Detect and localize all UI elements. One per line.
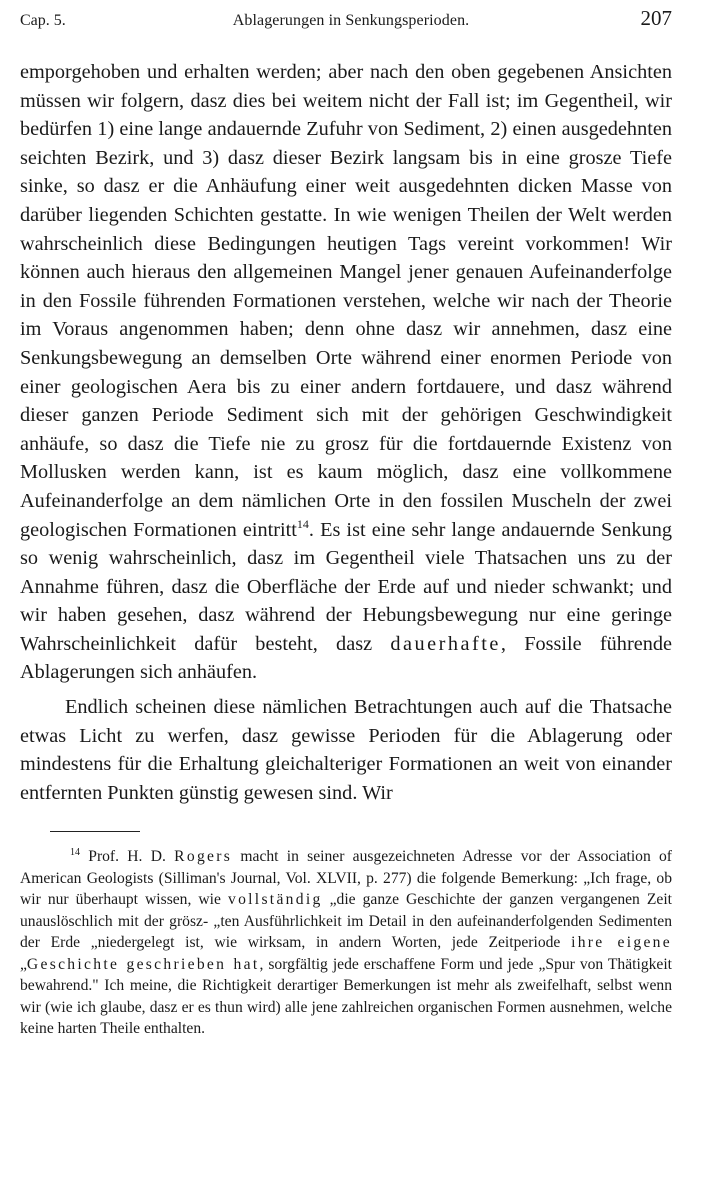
running-title: Ablagerungen in Senkungsperioden. [232,12,470,29]
emphasis-dauerhafte: dauerhafte [390,632,501,655]
paragraph-1-part-b: . Es ist eine sehr lange andauernde Senkung so wenig wahrscheinlich, dasz im Gegentheil viele Thatsachen uns zu der Annahme führen, dasz die Oberfläche der Erde auf und nieder schwankt; und wir haben gesehen, dasz während der Hebungsbewegung nur eine geringe Wahrscheinlichkeit dafür besteht, dasz [20,518,672,655]
footnote-emphasis-2: ihre eigene [571,934,672,952]
footnote-divider [50,831,140,832]
footnote-reference-14[interactable]: 14 [296,516,309,531]
paragraph-1-part-c: , Fossile führende Ablagerungen sich anhäufen. [20,632,672,684]
footnote-text-5: , sorgfältig jede erschaffene Form und jede „Spur von Thätigkeit bewahrend." Ich meine, die Richtigkeit derartiger Bemerkungen ist mehr als zweifelhaft, selbst wenn wir (wie ich glaube, dasz er es thun wird) alle jene zahlreichen organischen Formen ausnehmen, welche keine harten Theile enthalten. [20,955,672,1038]
page-number: 207 [640,6,672,30]
body-text [20,58,672,807]
footnote-text-1: Prof. H. D. [80,848,175,866]
footnote-text-2: macht in seiner ausgezeichneten Adresse vor der Association of American Geologists (Silliman's Journal, Vol. XLVII, p. 277) die folgende Bemerkung: „Ich frage, ob wir nur überhaupt wissen, wie [20,848,673,909]
footnote-text-3: „die ganze Geschichte der ganzen vergangenen Zeit unauslöschlich mit der grösz- „ten Ausführlichkeit im Detail in den aufeinanderfolgenden Sedimenten der Erde „niedergelegt ist, wie wirksam, in andern Worten, jede Zeitperiode [20,891,673,952]
chapter-label: Cap. 5. [20,12,66,29]
paragraph-1 [20,58,672,687]
running-header [20,6,672,36]
footnote-14 [20,846,672,1040]
footnote-emphasis-3: Geschichte geschrieben hat [26,955,260,973]
footnote-text-4: „ [20,955,27,973]
paragraph-1-part-a: emporgehoben und erhalten werden; aber nach den oben gegebenen Ansichten müssen wir folgern, dasz dies bei weitem nicht der Fall ist; im Gegentheil, wir bedürfen 1) eine lange andauernde Zufuhr von Sediment, 2) einen ausgedehnten seichten Bezirk, und 3) dasz dieser Bezirk langsam bis in eine grosze Tiefe sinke, so dasz er die Anhäufung einer weit ausgedehnten dicken Masse von darüber liegenden Schichten gestatte. In wie wenigen Theilen der Welt werden wahrscheinlich diese Bedingungen heutigen Tags vereint vorkommen! Wir können auch hieraus den allgemeinen Mangel jener genauen Aufeinanderfolge in den Fossile führenden Formationen verstehen, welche wir nach der Theorie im Voraus angenommen haben; denn ohne dasz wir annehmen, dasz eine Senkungsbewegung an demselben Orte während einer enormen Periode von einer geologischen Aera bis zu einer andern fortdauere, und dasz während dieser ganzen Periode Sediment sich mit der gehörigen Geschwindigkeit anhäufe, so dasz die Tiefe nie zu grosz für die fortdauernde Existenz von Mollusken werden kann, ist es kaum möglich, dasz eine vollkommene Aufeinanderfolge an dem nämlichen Orte in den fossilen Muscheln der zwei geologischen Formationen eintritt [20,61,672,541]
book-page [20,6,672,1040]
footnote-marker: 14 [70,847,80,859]
paragraph-2: Endlich scheinen diese nämlichen Betrachtungen auch auf die Thatsache etwas Licht zu werfen, dasz gewisse Perioden für die Ablagerung oder mindestens für die Erhaltung gleichalteriger Formationen an weit von einander entfernten Punkten günstig gewesen sind. Wir [20,696,672,804]
footnote-section [20,846,672,1040]
footnote-emphasis-1: vollständig [227,891,323,909]
footnote-author-name: Rogers [174,848,233,866]
